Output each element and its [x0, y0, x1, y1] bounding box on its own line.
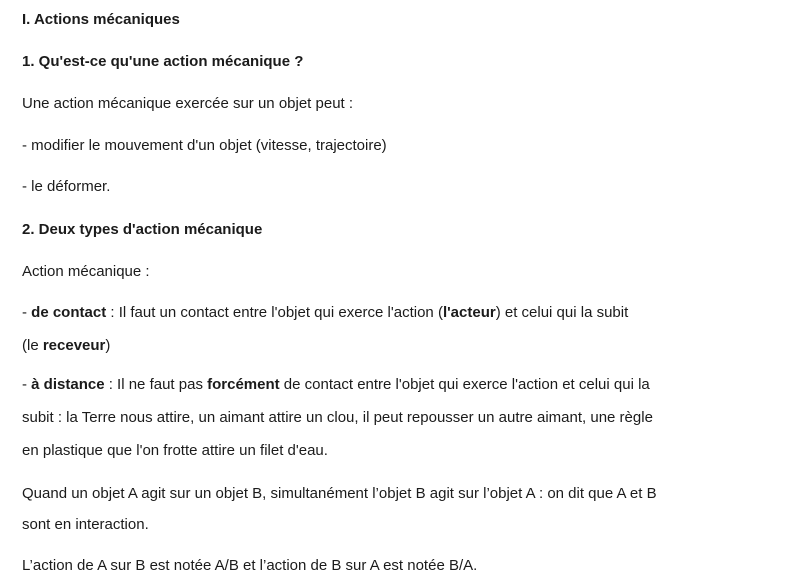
- contact-line-2: (le receveur): [22, 337, 111, 354]
- interaction-line-2: sont en interaction.: [22, 516, 149, 533]
- distance-line-2: subit : la Terre nous attire, un aimant attire un clou, il peut repousser un autre aimant, une règle: [22, 409, 653, 426]
- section-title: I. Actions mécaniques: [22, 11, 180, 28]
- interaction-line-1: Quand un objet A agit sur un objet B, simultanément l’objet B agit sur l’objet A : on dit que A et B: [22, 485, 657, 502]
- paragraph: Action mécanique :: [22, 263, 150, 280]
- contact-line-1: - de contact : Il faut un contact entre l'objet qui exerce l'action (l'acteur) et celui qui la subit: [22, 304, 629, 321]
- notation-paragraph: L’action de A sur B est notée A/B et l’action de B sur A est notée B/A.: [22, 557, 478, 574]
- subsection-title-2: 2. Deux types d'action mécanique: [22, 221, 263, 238]
- paragraph: Une action mécanique exercée sur un objet peut :: [22, 95, 354, 112]
- subsection-title-1: 1. Qu'est-ce qu'une action mécanique ?: [22, 53, 304, 70]
- distance-line-3: en plastique que l'on frotte attire un filet d'eau.: [22, 442, 328, 459]
- list-item: - le déformer.: [22, 178, 111, 195]
- distance-line-1: - à distance : Il ne faut pas forcément de contact entre l'objet qui exerce l'action et celui qui la: [22, 376, 650, 393]
- list-item: - modifier le mouvement d'un objet (vitesse, trajectoire): [22, 137, 387, 154]
